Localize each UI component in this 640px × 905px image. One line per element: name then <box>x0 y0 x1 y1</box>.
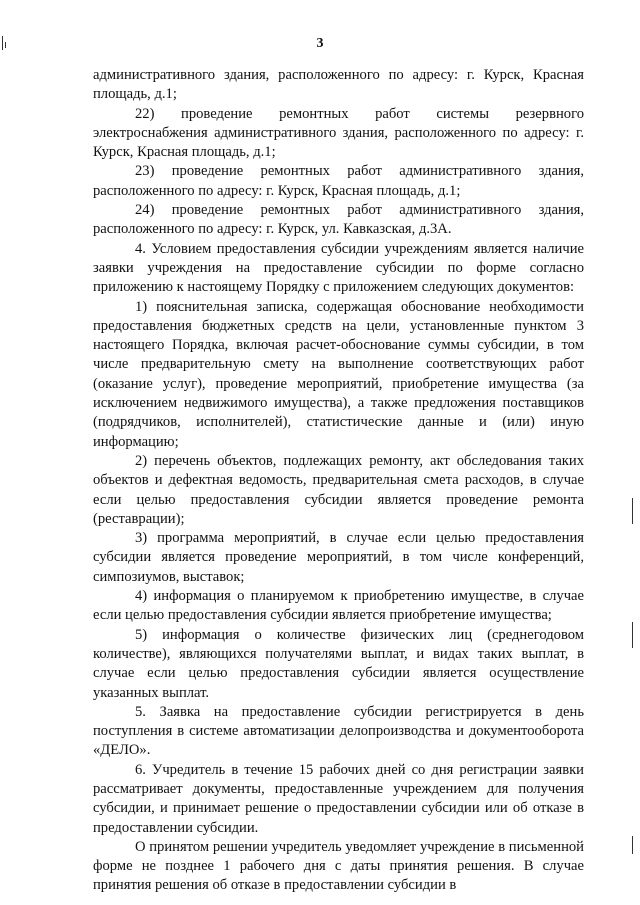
scan-edge-mark <box>632 498 633 524</box>
paragraph-clause-5: 5. Заявка на предоставление субсидии регистрируется в день поступления в системе автоматизации делопроизводства и документооборота «ДЕЛО». <box>93 703 584 759</box>
paragraph-doc-4: 4) информация о планируемом к приобретению имуществе, в случае если целью предоставления субсидии является приобретение имущества; <box>93 588 584 624</box>
paragraph-item-21-continuation: административного здания, расположенного по адресу: г. Курск, Красная площадь, д.1; <box>93 67 584 103</box>
paragraph-doc-5: 5) информация о количестве физических лиц (среднегодовом количестве), являющихся получателями выплат, и видах таких выплат, в случае если целью предоставления субсидии является осуществление указанных выплат. <box>93 626 584 701</box>
scan-edge-mark <box>632 622 633 648</box>
paragraph-doc-1: 1) пояснительная записка, содержащая обоснование необходимости предоставления бюджетных средств на цели, установленные пунктом 3 настоящего Порядка, включая расчет-обоснование суммы субсидии, в том числе предварительную смету на выполнение соответствующих работ (оказание услуг), проведение мероприятий, приобретение имущества (за исключением недвижимого имущества), а также предложения поставщиков (подрядчиков, исполнителей), статистические данные и (или) иную информацию; <box>93 298 584 450</box>
paragraph-clause-4: 4. Условием предоставления субсидии учреждениям является наличие заявки учреждения на предоставление субсидии по форме согласно приложению к настоящему Порядку с приложением следующих документов: <box>93 240 584 296</box>
paragraph-item-22: 22) проведение ремонтных работ системы резервного электроснабжения административного здания, расположенного по адресу: г. Курск, Красная площадь, д.1; <box>93 105 584 161</box>
paragraph-notification: О принятом решении учредитель уведомляет учреждение в письменной форме не позднее 1 рабочего дня с даты принятия решения. В случае принятия решения об отказе в предоставлении субсидии в <box>93 838 584 894</box>
document-body <box>93 66 584 896</box>
page-number: 3 <box>316 36 324 51</box>
paragraph-clause-6: 6. Учредитель в течение 15 рабочих дней со дня регистрации заявки рассматривает документы, предоставленные учреждением для получения субсидии, и принимает решение о предоставлении субсидии или об отказе в предоставлении субсидии. <box>93 761 584 836</box>
scan-edge-mark <box>5 42 6 48</box>
paragraph-doc-3: 3) программа мероприятий, в случае если целью предоставления субсидии является проведение мероприятий, в том числе конференций, симпозиумов, выставок; <box>93 530 584 585</box>
scan-edge-mark <box>2 36 3 50</box>
paragraph-doc-2: 2) перечень объектов, подлежащих ремонту, акт обследования таких объектов и дефектная ведомость, предварительная смета расходов, в случае если целью предоставления субсидии является проведение ремонта (реставрации); <box>93 452 584 527</box>
scan-edge-mark <box>632 836 633 854</box>
paragraph-item-24: 24) проведение ремонтных работ административного здания, расположенного по адресу: г. Курск, ул. Кавказская, д.3А. <box>93 202 584 238</box>
paragraph-item-23: 23) проведение ремонтных работ административного здания, расположенного по адресу: г. Курск, Красная площадь, д.1; <box>93 163 584 199</box>
